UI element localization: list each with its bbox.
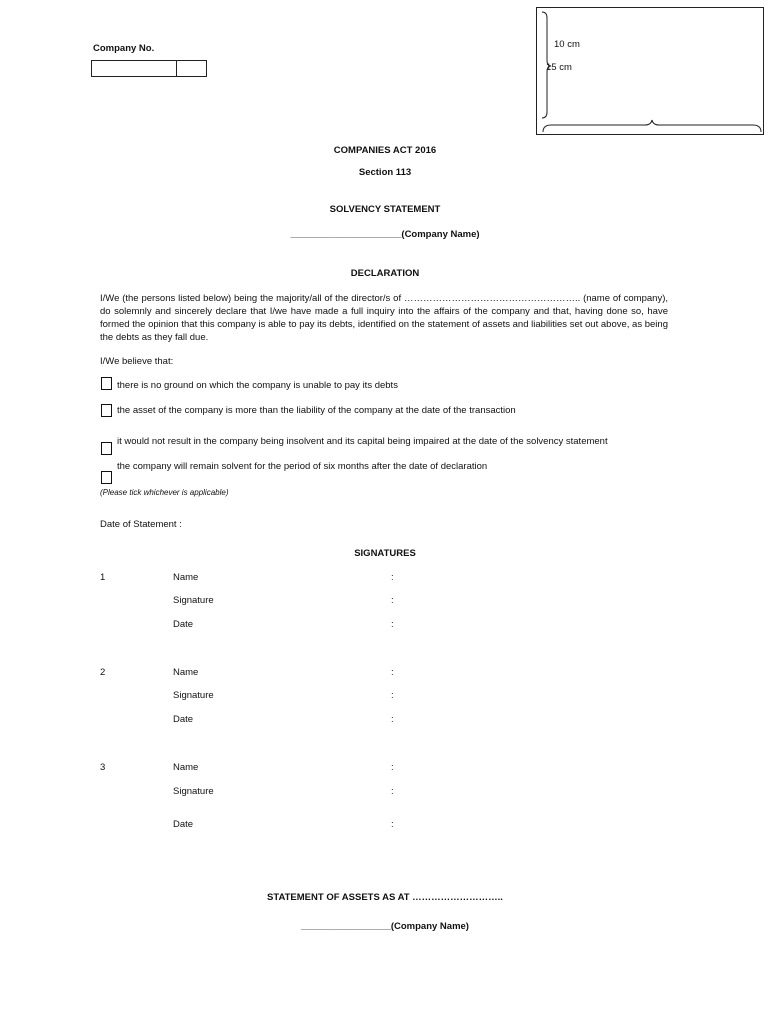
signatory-1-name-label: Name [173,572,199,583]
signatory-1-number: 1 [100,572,106,583]
company-no-divider [176,61,177,76]
signatory-1-date-colon: : [391,619,394,630]
act-title: COMPANIES ACT 2016 [333,145,437,156]
signatory-3-date-label: Date [173,819,194,830]
photo-width-label: 10 cm [554,39,580,50]
option-1-label: there is no ground on which the company is unable to pay its debts [117,380,398,391]
signatory-2-signature-label: Signature [173,690,214,701]
company-no-label: Company No. [93,43,155,54]
footer-company-name-line: _________________(Company Name) [301,921,469,932]
signatory-2-name-colon: : [391,667,394,678]
signatory-2-signature-colon: : [391,690,394,701]
signatory-2-date-label: Date [173,714,194,725]
signatory-3-number: 3 [100,762,106,773]
signatory-1-date-label: Date [173,619,194,630]
option-3-checkbox[interactable] [101,442,112,455]
signatory-2-name-label: Name [173,667,199,678]
company-no-field[interactable] [91,60,207,77]
photo-height-label: 15 cm [546,62,572,73]
section-title: Section 113 [358,167,412,178]
signatory-3-name-label: Name [173,762,199,773]
signatory-1-name-colon: : [391,572,394,583]
statement-of-assets-title: STATEMENT OF ASSETS AS AT ……………………….. [267,892,503,903]
option-2-checkbox[interactable] [101,404,112,417]
option-1-checkbox[interactable] [101,377,112,390]
option-4-label: the company will remain solvent for the period of six months after the date of declaration [117,461,488,472]
believe-label: I/We believe that: [100,356,174,367]
option-4-checkbox[interactable] [101,471,112,484]
signatory-2-date-colon: : [391,714,394,725]
solvency-statement-title: SOLVENCY STATEMENT [329,204,441,215]
signatory-1-signature-colon: : [391,595,394,606]
declaration-heading: DECLARATION [350,268,420,279]
option-3-label: it would not result in the company being insolvent and its capital being impaired at the date of the solvency statement [117,436,608,447]
signatory-3-signature-label: Signature [173,786,214,797]
company-name-line: _____________________(Company Name) [290,229,480,240]
signatory-1-signature-label: Signature [173,595,214,606]
signatures-heading: SIGNATURES [354,548,416,559]
photo-box [536,7,764,135]
declaration-body: I/We (the persons listed below) being the majority/all of the director/s of ……………………………………………….. (name of company), do solemnly and sincerely declare that I/we have made a full inquiry into the affairs of the company and that, having done so, have formed the opinion that this company is able to pay its debts, identified on the statement of assets and liabilities set out above, as being the debts as they fall due. [100,293,668,343]
tick-note: (Please tick whichever is applicable) [100,488,229,497]
signatory-3-name-colon: : [391,762,394,773]
signatory-3-signature-colon: : [391,786,394,797]
signatory-2-number: 2 [100,667,106,678]
signatory-3-date-colon: : [391,819,394,830]
option-2-label: the asset of the company is more than the liability of the company at the date of the transaction [117,405,516,416]
date-of-statement-label: Date of Statement : [100,519,182,530]
